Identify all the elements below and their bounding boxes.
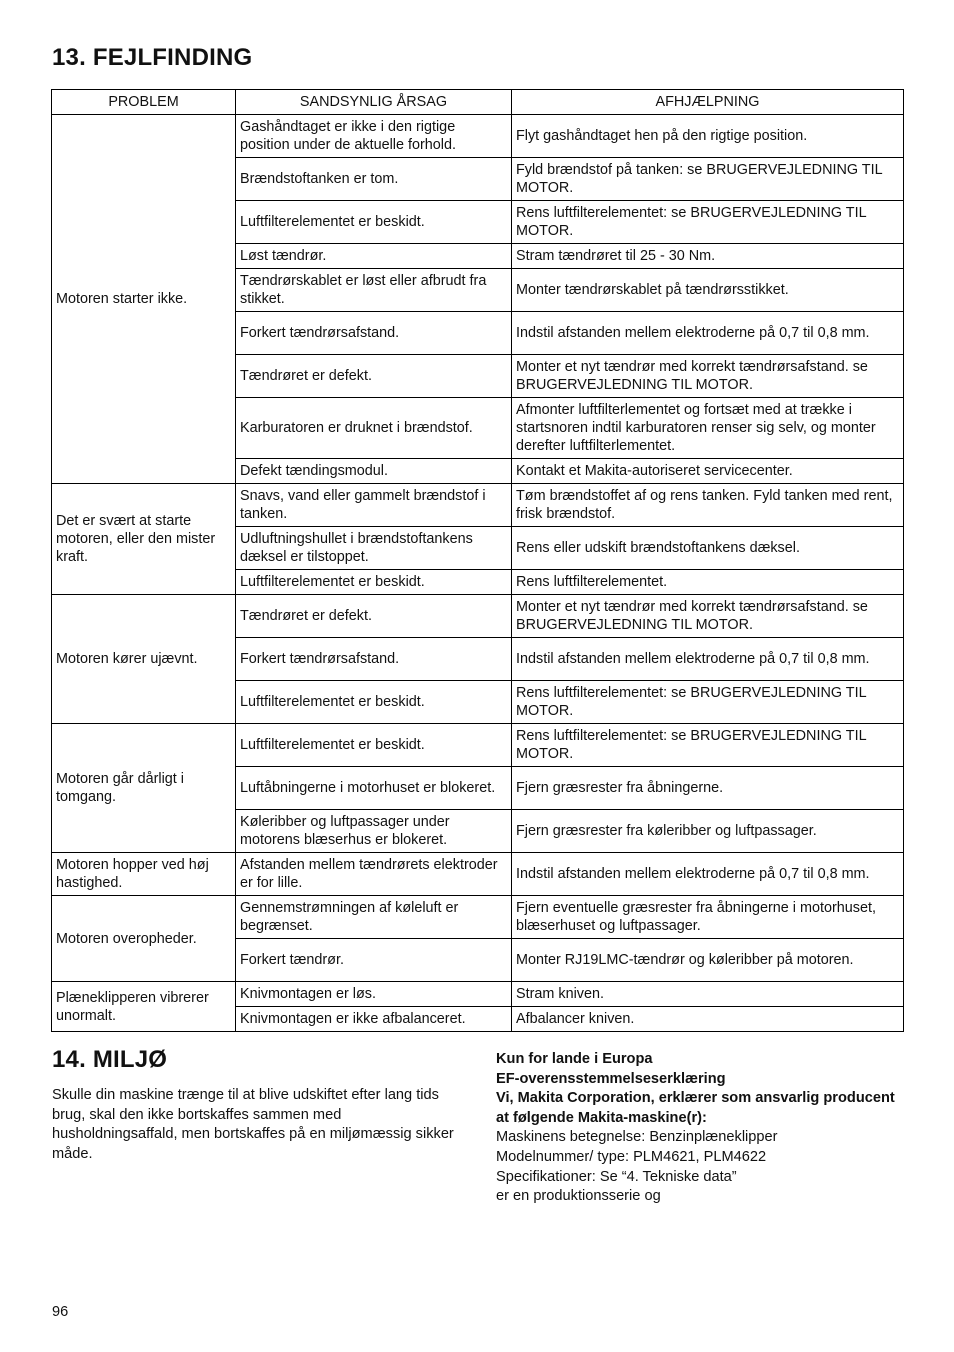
remedy-cell: Flyt gashåndtaget hen på den rigtige position. <box>512 115 904 158</box>
cause-cell: Forkert tændrør. <box>236 939 512 982</box>
remedy-cell: Monter et nyt tændrør med korrekt tændrørsafstand. se BRUGERVEJLEDNING TIL MOTOR. <box>512 595 904 638</box>
problem-cell: Plæneklipperen vibrerer unormalt. <box>52 982 236 1032</box>
cause-cell: Forkert tændrørsafstand. <box>236 312 512 355</box>
cause-cell: Brændstoftanken er tom. <box>236 158 512 201</box>
table-row <box>52 484 904 527</box>
cause-cell: Defekt tændingsmodul. <box>236 459 512 484</box>
cause-cell: Gennemstrømningen af køleluft er begrænset. <box>236 896 512 939</box>
table-header-row <box>52 90 904 115</box>
header-problem: PROBLEM <box>52 90 236 115</box>
remedy-cell: Monter RJ19LMC-tændrør og køleribber på motoren. <box>512 939 904 982</box>
cause-cell: Snavs, vand eller gammelt brændstof i tanken. <box>236 484 512 527</box>
remedy-cell: Fjern græsrester fra åbningerne. <box>512 767 904 810</box>
remedy-cell: Monter et nyt tændrør med korrekt tændrørsafstand. se BRUGERVEJLEDNING TIL MOTOR. <box>512 355 904 398</box>
remedy-cell: Tøm brændstoffet af og rens tanken. Fyld tanken med rent, frisk brændstof. <box>512 484 904 527</box>
problem-cell: Motoren kører ujævnt. <box>52 595 236 724</box>
cause-cell: Luftfilterelementet er beskidt. <box>236 570 512 595</box>
remedy-cell: Rens luftfilterelementet: se BRUGERVEJLEDNING TIL MOTOR. <box>512 681 904 724</box>
cause-cell: Luftfilterelementet er beskidt. <box>236 201 512 244</box>
remedy-cell: Indstil afstanden mellem elektroderne på 0,7 til 0,8 mm. <box>512 853 904 896</box>
declaration-line-1: Kun for lande i Europa <box>496 1051 653 1067</box>
table-row <box>52 724 904 767</box>
section-14-title: 14. MILJØ <box>52 1046 168 1073</box>
problem-cell: Motoren overopheder. <box>52 896 236 982</box>
remedy-cell: Rens luftfilterelementet: se BRUGERVEJLEDNING TIL MOTOR. <box>512 201 904 244</box>
declaration-line-6: Specifikationer: Se “4. Tekniske data” <box>496 1168 737 1185</box>
remedy-cell: Rens eller udskift brændstoftankens dæksel. <box>512 527 904 570</box>
section-13-title: 13. FEJLFINDING <box>52 44 253 71</box>
cause-cell: Gashåndtaget er ikke i den rigtige position under de aktuelle forhold. <box>236 115 512 158</box>
remedy-cell: Rens luftfilterelementet. <box>512 570 904 595</box>
declaration-line-5: Modelnummer/ type: PLM4621, PLM4622 <box>496 1148 767 1165</box>
declaration-line-2: EF-overensstemmelseserklæring <box>496 1070 726 1087</box>
problem-cell: Motoren starter ikke. <box>52 115 236 484</box>
page-number: 96 <box>52 1304 69 1320</box>
cause-cell: Karburatoren er druknet i brændstof. <box>236 398 512 459</box>
remedy-cell: Kontakt et Makita-autoriseret servicecenter. <box>512 459 904 484</box>
environment-text: Skulle din maskine trænge til at blive udskiftet efter lang tids brug, skal den ikke bortskaffes sammen med husholdningsaffald, men bortskaffes på en miljømæssig sikker måde. <box>52 1087 454 1162</box>
remedy-cell: Fyld brændstof på tanken: se BRUGERVEJLEDNING TIL MOTOR. <box>512 158 904 201</box>
ec-declaration <box>496 1050 896 1207</box>
problem-cell: Motoren går dårligt i tomgang. <box>52 724 236 853</box>
cause-cell: Knivmontagen er ikke afbalanceret. <box>236 1007 512 1032</box>
cause-cell: Tændrøret er defekt. <box>236 355 512 398</box>
remedy-cell: Indstil afstanden mellem elektroderne på 0,7 til 0,8 mm. <box>512 312 904 355</box>
table-row <box>52 853 904 896</box>
remedy-cell: Stram tændrøret til 25 - 30 Nm. <box>512 244 904 269</box>
cause-cell: Løst tændrør. <box>236 244 512 269</box>
declaration-line-3: Vi, Makita Corporation, erklærer som ansvarlig producent at følgende Makita-maskine(r): <box>496 1090 895 1126</box>
cause-cell: Udluftningshullet i brændstoftankens dæksel er tilstoppet. <box>236 527 512 570</box>
table-row <box>52 896 904 939</box>
cause-cell: Tændrørskablet er løst eller afbrudt fra stikket. <box>236 269 512 312</box>
declaration-line-7: er en produktionsserie og <box>496 1188 661 1205</box>
header-remedy: AFHJÆLPNING <box>512 90 904 115</box>
remedy-cell: Rens luftfilterelementet: se BRUGERVEJLEDNING TIL MOTOR. <box>512 724 904 767</box>
remedy-cell: Fjern eventuelle græsrester fra åbningerne i motorhuset, blæserhuset og luftpassager. <box>512 896 904 939</box>
header-cause: SANDSYNLIG ÅRSAG <box>236 90 512 115</box>
cause-cell: Luftfilterelementet er beskidt. <box>236 681 512 724</box>
cause-cell: Luftåbningerne i motorhuset er blokeret. <box>236 767 512 810</box>
cause-cell: Afstanden mellem tændrørets elektroder er for lille. <box>236 853 512 896</box>
problem-cell: Det er svært at starte motoren, eller den mister kraft. <box>52 484 236 595</box>
remedy-cell: Indstil afstanden mellem elektroderne på 0,7 til 0,8 mm. <box>512 638 904 681</box>
problem-cell: Motoren hopper ved høj hastighed. <box>52 853 236 896</box>
remedy-cell: Stram kniven. <box>512 982 904 1007</box>
cause-cell: Knivmontagen er løs. <box>236 982 512 1007</box>
declaration-line-4: Maskinens betegnelse: Benzinplæneklipper <box>496 1129 778 1146</box>
remedy-cell: Afbalancer kniven. <box>512 1007 904 1032</box>
table-row <box>52 595 904 638</box>
cause-cell: Tændrøret er defekt. <box>236 595 512 638</box>
cause-cell: Luftfilterelementet er beskidt. <box>236 724 512 767</box>
remedy-cell: Afmonter luftfilterlementet og fortsæt med at trække i startsnoren indtil karburatoren renser sig selv, og monter derefter luftfilterlementet. <box>512 398 904 459</box>
remedy-cell: Monter tændrørskablet på tændrørsstikket. <box>512 269 904 312</box>
table-row <box>52 982 904 1007</box>
troubleshooting-table <box>51 89 904 1032</box>
remedy-cell: Fjern græsrester fra køleribber og luftpassager. <box>512 810 904 853</box>
cause-cell: Forkert tændrørsafstand. <box>236 638 512 681</box>
table-row <box>52 115 904 158</box>
cause-cell: Køleribber og luftpassager under motorens blæserhus er blokeret. <box>236 810 512 853</box>
